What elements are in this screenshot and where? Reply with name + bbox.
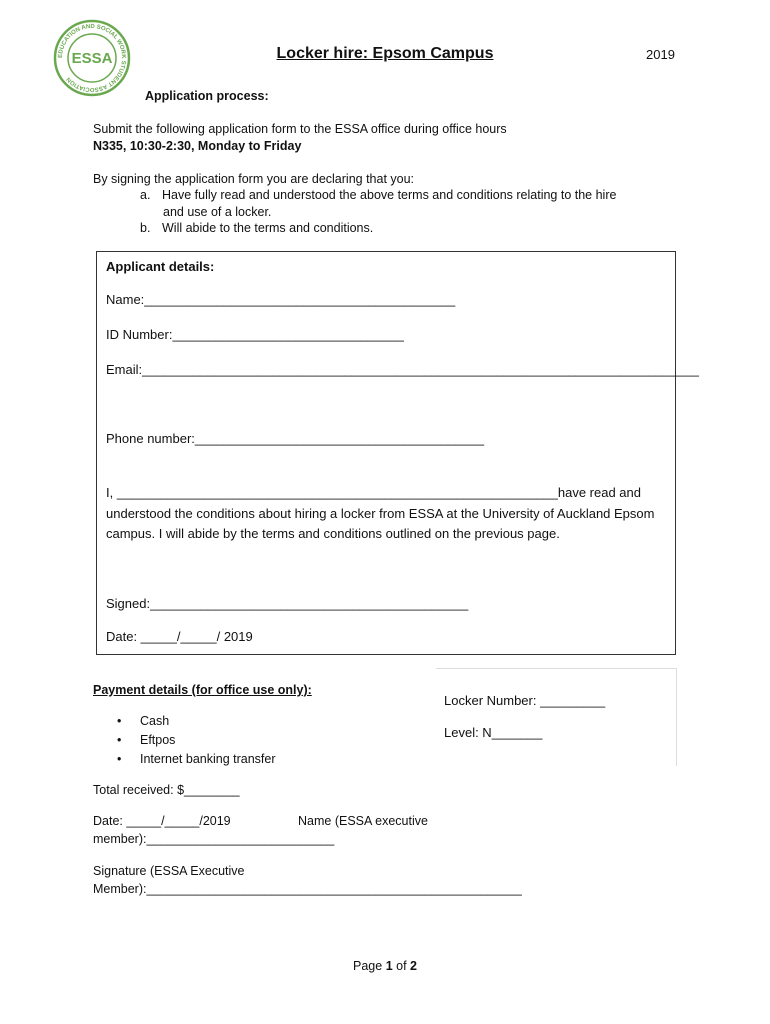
submit-instruction: Submit the following application form to the ESSA office during office hours [93,122,507,136]
page-number [0,959,770,973]
executive-member-field[interactable]: member):___________________________ [93,832,335,846]
current-page: 1 [385,959,393,973]
payment-option-bank-transfer: Internet banking transfer [140,752,276,766]
executive-name-label: Name (ESSA executive [298,814,428,828]
executive-signature-field[interactable]: Member):______________________________________________________ [93,882,522,896]
page-prefix: Page [353,959,386,973]
applicant-details-box [96,251,699,655]
page-mid: of [392,959,411,973]
applicant-details-heading: Applicant details: [106,259,215,274]
item-a-marker: a. [140,188,151,202]
bullet: • [117,733,122,747]
email-field[interactable]: Email:_____________________________________________________________________________ [106,362,699,377]
id-number-field[interactable]: ID Number:________________________________ [106,327,404,342]
payment-date-field[interactable]: Date: _____/_____/2019 [93,814,231,828]
date-field[interactable]: Date: _____/_____/ 2019 [106,629,253,644]
page-title: Locker hire: Epsom Campus [276,45,494,62]
signature-field[interactable]: Signed:____________________________________________ [106,596,469,611]
total-received-field[interactable]: Total received: $________ [93,783,240,797]
item-b-marker: b. [140,221,151,235]
locker-number-field[interactable]: Locker Number: _________ [444,693,606,708]
office-hours: N335, 10:30-2:30, Monday to Friday [93,139,302,153]
essa-logo [52,18,132,98]
phone-number-field[interactable]: Phone number:________________________________________ [106,431,485,446]
payment-option-eftpos: Eftpos [140,733,176,747]
payment-option-cash: Cash [140,714,170,728]
logo-ring-text: EDUCATION AND SOCIAL WORK STUDENT ASSOCIATION [57,23,127,93]
bullet: • [117,714,122,728]
header-year: 2019 [646,47,675,62]
locker-level-field[interactable]: Level: N_______ [444,725,543,740]
logo-text: ESSA [71,50,113,67]
list-item [117,733,175,747]
name-field[interactable]: Name:___________________________________________ [106,292,456,307]
application-process-heading: Application process: [145,89,269,103]
declaration-text: understood the conditions about hiring a locker from ESSA at the University of Auckland Epsom [106,506,655,521]
executive-signature-label: Signature (ESSA Executive [93,864,245,878]
declaration-item-a [140,188,616,202]
list-item [117,714,169,728]
item-a-text: Have fully read and understood the above terms and conditions relating to the hire [162,188,617,202]
list-item [117,752,276,766]
total-pages: 2 [410,959,417,973]
item-b-text: Will abide to the terms and conditions. [162,221,374,235]
declaration-name-field[interactable]: I, _____________________________________________________________have read and [106,485,641,500]
declaration-item-a-continued: and use of a locker. [163,205,272,219]
declaration-text-continued: campus. I will abide by the terms and conditions outlined on the previous page. [106,526,560,541]
bullet: • [117,752,122,766]
declaration-item-b [140,221,373,235]
locker-box [436,668,677,766]
declaration-intro: By signing the application form you are declaring that you: [93,172,415,186]
payment-details-heading: Payment details (for office use only): [93,683,312,697]
